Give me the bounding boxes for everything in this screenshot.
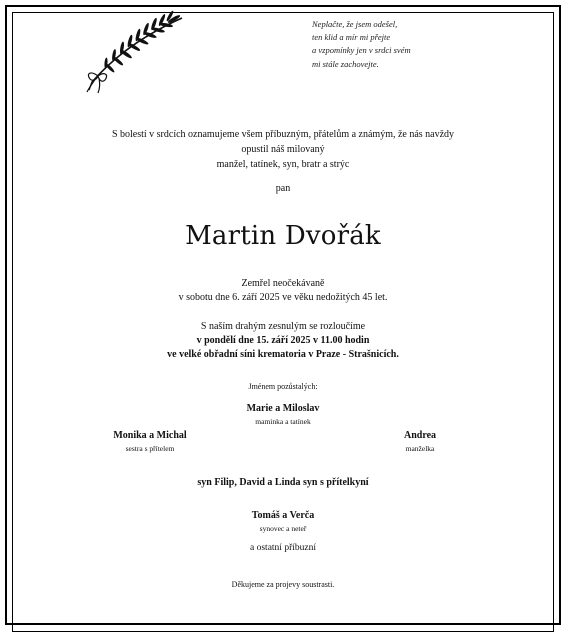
mourner-role: manželka xyxy=(405,444,435,453)
mourner-name: Monika a Michal xyxy=(113,430,187,441)
other-relatives: a ostatní příbuzní xyxy=(250,543,316,553)
poem-line: mi stále zachovejte. xyxy=(312,58,379,69)
death-line-1: Zemřel neočekávaně xyxy=(241,278,325,289)
mourner-role: sestra s přítelem xyxy=(125,444,175,453)
funeral-venue: ve velké obřadní síni krematoria v Praze - Strašnicích. xyxy=(167,349,399,360)
mourner-role: maminka a tatínek xyxy=(255,417,311,426)
mourner-parents xyxy=(0,403,566,426)
mourner-children: syn Filip, David a Linda syn s přítelkyní xyxy=(197,477,369,488)
announcement xyxy=(0,127,566,172)
announcement-line: S bolestí v srdcích oznamujeme všem příbuzným, přátelům a známým, že nás navždy xyxy=(111,129,455,140)
honorific: pan xyxy=(275,183,291,194)
mourners-intro: Jménem pozůstalých: xyxy=(248,382,318,391)
poem-verse xyxy=(312,18,452,71)
poem-line: ten klid a mír mi přejte xyxy=(312,32,391,43)
mourner-wife xyxy=(360,430,480,453)
mourner-name: Marie a Miloslav xyxy=(246,403,320,414)
funeral-date: v pondělí dne 15. září 2025 v 11.00 hodin xyxy=(196,335,370,346)
palm-branch-icon xyxy=(78,8,188,94)
death-line-2: v sobotu dne 6. září 2025 ve věku nedožitých 45 let. xyxy=(178,292,388,303)
mourner-name: Tomáš a Verča xyxy=(251,510,315,521)
funeral-details xyxy=(0,320,566,362)
mourner-name: Andrea xyxy=(403,430,437,441)
announcement-line: manžel, tatínek, syn, bratr a strýc xyxy=(216,159,350,170)
mourner-role: synovec a neteř xyxy=(259,524,307,533)
funeral-line-1: S naším drahým zesnulým se rozloučíme xyxy=(200,321,366,332)
thanks-note: Děkujeme za projevy soustrasti. xyxy=(231,580,335,589)
poem-line: Neplačte, že jsem odešel, xyxy=(312,19,398,29)
announcement-line: opustil náš milovaný xyxy=(241,144,325,155)
mourner-nephews xyxy=(0,510,566,533)
mourner-sister xyxy=(90,430,210,453)
deceased-name: Martin Dvořák xyxy=(185,221,381,251)
death-notice xyxy=(0,277,566,305)
poem-line: a vzpomínky jen v srdci svém xyxy=(312,45,411,56)
